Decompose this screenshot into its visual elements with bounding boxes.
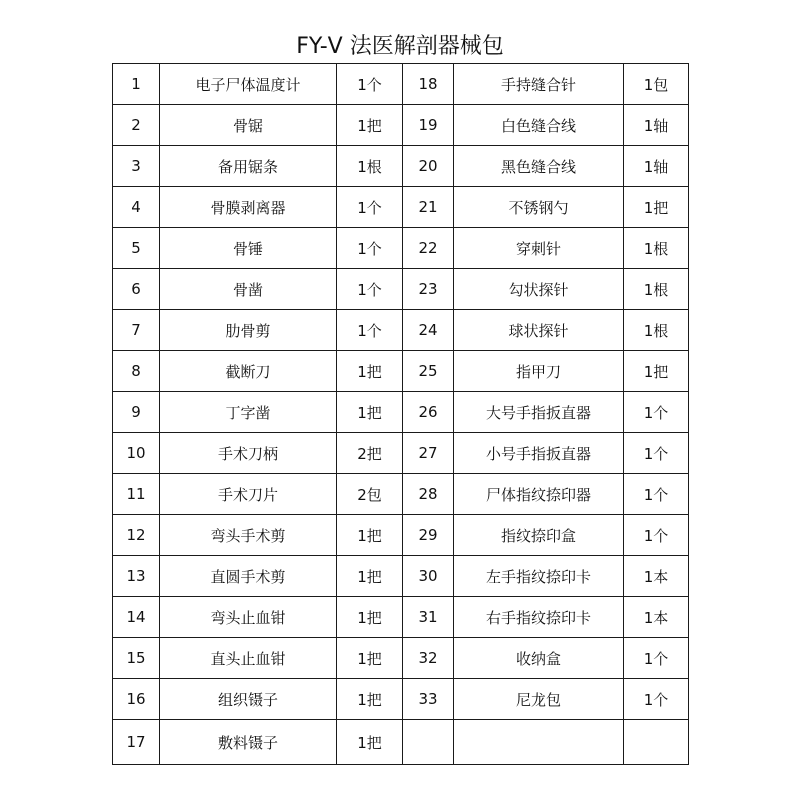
item-name: 丁字凿 (160, 392, 337, 433)
table-row (113, 228, 689, 269)
table-row (113, 105, 689, 146)
item-number: 29 (403, 515, 454, 556)
item-name: 不锈钢勺 (454, 187, 624, 228)
item-number: 5 (113, 228, 160, 269)
item-number: 27 (403, 433, 454, 474)
item-name: 指甲刀 (454, 351, 624, 392)
item-name: 弯头手术剪 (160, 515, 337, 556)
item-quantity: 1个 (337, 269, 403, 310)
item-quantity: 1个 (337, 187, 403, 228)
item-quantity: 1包 (624, 64, 689, 105)
item-name: 小号手指扳直器 (454, 433, 624, 474)
item-number: 18 (403, 64, 454, 105)
item-quantity: 1根 (624, 310, 689, 351)
item-name: 左手指纹捺印卡 (454, 556, 624, 597)
page-title: FY-Ⅴ 法医解剖器械包 (296, 34, 504, 59)
table-row (113, 515, 689, 556)
item-number: 20 (403, 146, 454, 187)
item-quantity: 1本 (624, 597, 689, 638)
item-quantity: 1个 (624, 433, 689, 474)
item-name: 手术刀柄 (160, 433, 337, 474)
item-name: 直圆手术剪 (160, 556, 337, 597)
empty-cell (403, 720, 454, 765)
item-number: 1 (113, 64, 160, 105)
item-name: 组织镊子 (160, 679, 337, 720)
item-name: 手持缝合针 (454, 64, 624, 105)
item-quantity: 1根 (624, 228, 689, 269)
table-row (113, 64, 689, 105)
item-quantity: 1个 (624, 638, 689, 679)
item-quantity: 1个 (624, 474, 689, 515)
item-number: 26 (403, 392, 454, 433)
item-quantity: 1把 (337, 597, 403, 638)
item-quantity: 1本 (624, 556, 689, 597)
item-number: 17 (113, 720, 160, 765)
item-name: 骨凿 (160, 269, 337, 310)
table-row (113, 474, 689, 515)
item-name: 大号手指扳直器 (454, 392, 624, 433)
item-name: 骨锯 (160, 105, 337, 146)
item-name: 肋骨剪 (160, 310, 337, 351)
instrument-table-body (113, 64, 689, 765)
item-number: 31 (403, 597, 454, 638)
item-name: 指纹捺印盒 (454, 515, 624, 556)
item-quantity: 1把 (337, 105, 403, 146)
item-number: 4 (113, 187, 160, 228)
item-name: 敷料镊子 (160, 720, 337, 765)
item-quantity: 1个 (624, 679, 689, 720)
item-quantity: 2包 (337, 474, 403, 515)
item-name: 勾状探针 (454, 269, 624, 310)
item-quantity: 1把 (337, 351, 403, 392)
item-name: 白色缝合线 (454, 105, 624, 146)
item-number: 25 (403, 351, 454, 392)
item-number: 14 (113, 597, 160, 638)
item-number: 8 (113, 351, 160, 392)
item-number: 7 (113, 310, 160, 351)
item-quantity: 1把 (337, 720, 403, 765)
item-number: 28 (403, 474, 454, 515)
item-name: 右手指纹捺印卡 (454, 597, 624, 638)
item-quantity: 1把 (337, 515, 403, 556)
item-name: 手术刀片 (160, 474, 337, 515)
item-number: 15 (113, 638, 160, 679)
table-row (113, 597, 689, 638)
item-quantity: 1把 (624, 351, 689, 392)
item-name: 弯头止血钳 (160, 597, 337, 638)
item-number: 21 (403, 187, 454, 228)
table-row (113, 720, 689, 765)
item-number: 19 (403, 105, 454, 146)
item-quantity: 1轴 (624, 105, 689, 146)
item-name: 穿刺针 (454, 228, 624, 269)
item-number: 16 (113, 679, 160, 720)
item-name: 尼龙包 (454, 679, 624, 720)
empty-cell (624, 720, 689, 765)
table-row (113, 679, 689, 720)
item-number: 30 (403, 556, 454, 597)
item-number: 33 (403, 679, 454, 720)
table-row (113, 310, 689, 351)
item-name: 截断刀 (160, 351, 337, 392)
item-quantity: 1个 (624, 515, 689, 556)
item-name: 尸体指纹捺印器 (454, 474, 624, 515)
item-number: 12 (113, 515, 160, 556)
item-name: 备用锯条 (160, 146, 337, 187)
item-name: 电子尸体温度计 (160, 64, 337, 105)
item-quantity: 1个 (337, 310, 403, 351)
item-quantity: 1根 (337, 146, 403, 187)
table-row (113, 433, 689, 474)
item-name: 骨膜剥离器 (160, 187, 337, 228)
table-row (113, 638, 689, 679)
item-number: 3 (113, 146, 160, 187)
item-name: 球状探针 (454, 310, 624, 351)
item-number: 13 (113, 556, 160, 597)
item-quantity: 1把 (624, 187, 689, 228)
item-number: 32 (403, 638, 454, 679)
item-name: 黑色缝合线 (454, 146, 624, 187)
item-quantity: 1把 (337, 556, 403, 597)
item-number: 24 (403, 310, 454, 351)
item-quantity: 1轴 (624, 146, 689, 187)
table-row (113, 351, 689, 392)
item-number: 11 (113, 474, 160, 515)
item-number: 9 (113, 392, 160, 433)
item-number: 2 (113, 105, 160, 146)
item-name: 骨锤 (160, 228, 337, 269)
item-quantity: 1个 (337, 228, 403, 269)
table-row (113, 392, 689, 433)
item-quantity: 1个 (337, 64, 403, 105)
item-quantity: 1个 (624, 392, 689, 433)
table-row (113, 146, 689, 187)
item-name: 收纳盒 (454, 638, 624, 679)
item-number: 6 (113, 269, 160, 310)
item-number: 23 (403, 269, 454, 310)
item-quantity: 2把 (337, 433, 403, 474)
item-number: 10 (113, 433, 160, 474)
item-name: 直头止血钳 (160, 638, 337, 679)
item-quantity: 1根 (624, 269, 689, 310)
item-quantity: 1把 (337, 638, 403, 679)
table-row (113, 269, 689, 310)
item-quantity: 1把 (337, 679, 403, 720)
table-row (113, 187, 689, 228)
item-quantity: 1把 (337, 392, 403, 433)
table-row (113, 556, 689, 597)
item-number: 22 (403, 228, 454, 269)
empty-cell (454, 720, 624, 765)
instrument-table (112, 63, 689, 765)
